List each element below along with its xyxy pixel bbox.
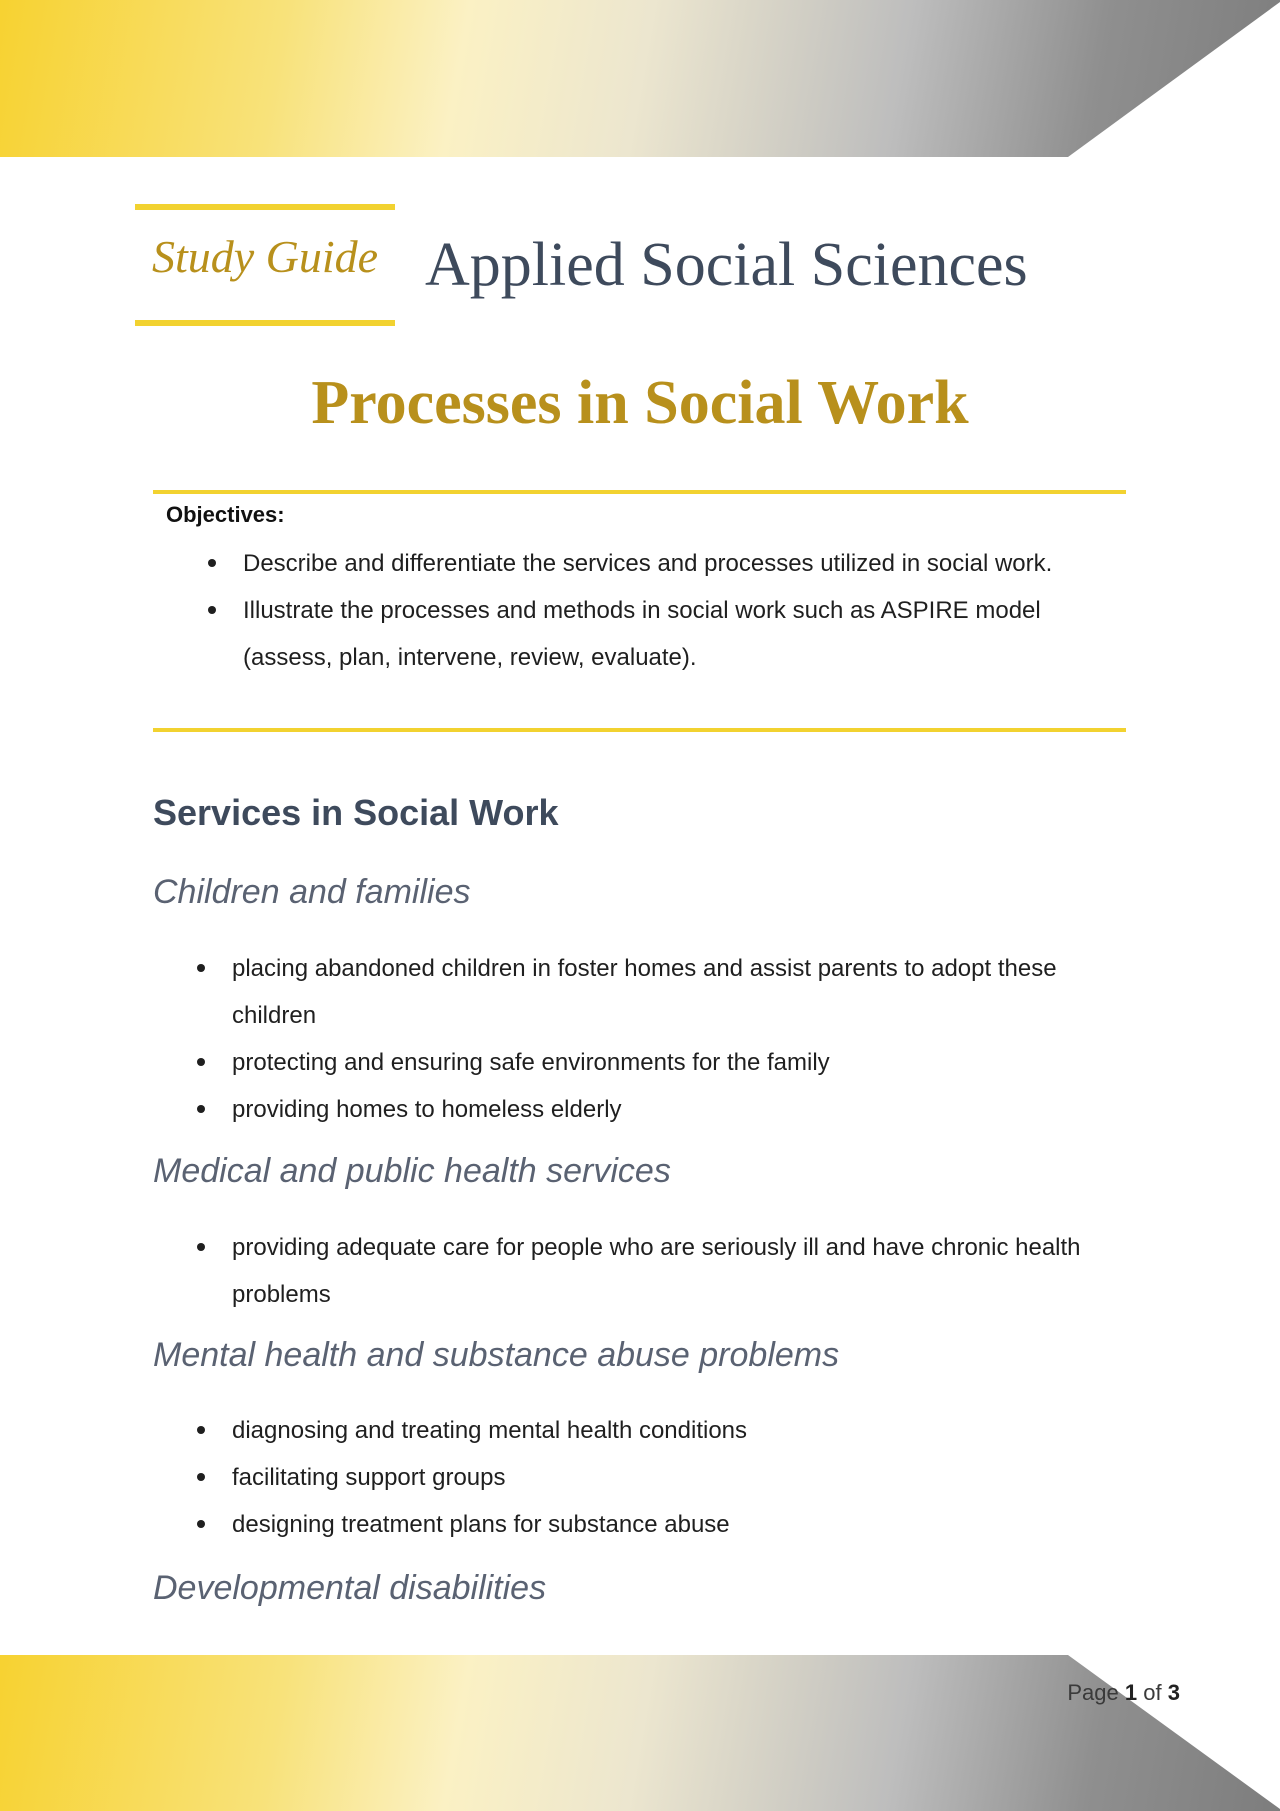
page-prefix: Page <box>1067 1680 1119 1705</box>
service-list-mental-health <box>153 1407 1113 1548</box>
header-banner <box>0 0 1280 157</box>
study-guide-label: Study Guide <box>151 231 379 282</box>
objective-item: Describe and differentiate the services and processes utilized in social work. <box>153 540 1126 587</box>
list-item: protecting and ensuring safe environments for the family <box>153 1039 1113 1086</box>
footer-banner <box>0 1655 1280 1811</box>
subheading-mental-health: Mental health and substance abuse problems <box>153 1336 840 1374</box>
list-item: designing treatment plans for substance abuse <box>153 1501 1113 1548</box>
objectives-label: Objectives: <box>166 502 285 527</box>
page-of-label: of <box>1143 1680 1162 1705</box>
course-title: Applied Social Sciences <box>425 231 1028 299</box>
service-list-medical-public-health <box>153 1224 1113 1318</box>
subheading-developmental-disabilities: Developmental disabilities <box>153 1569 547 1607</box>
objective-item: Illustrate the processes and methods in social work such as ASPIRE model (assess, plan, intervene, review, evaluate). <box>153 587 1126 681</box>
list-item: providing adequate care for people who are seriously ill and have chronic health problems <box>153 1224 1113 1318</box>
service-list-children-families <box>153 945 1113 1133</box>
objectives-list <box>153 540 1126 681</box>
objectives-box <box>153 490 1126 732</box>
list-item: diagnosing and treating mental health conditions <box>153 1407 1113 1454</box>
list-item: facilitating support groups <box>153 1454 1113 1501</box>
current-page: 1 <box>1124 1680 1138 1705</box>
list-item: providing homes to homeless elderly <box>153 1086 1113 1133</box>
study-guide-badge <box>135 204 395 326</box>
document-title: Processes in Social Work <box>311 369 969 437</box>
list-item: placing abandoned children in foster homes and assist parents to adopt these children <box>153 945 1113 1039</box>
total-pages: 3 <box>1167 1680 1180 1705</box>
section-heading: Services in Social Work <box>153 792 559 833</box>
subheading-children-families: Children and families <box>153 873 471 911</box>
subheading-medical-public-health: Medical and public health services <box>153 1152 671 1190</box>
page-number <box>960 1680 1180 1706</box>
